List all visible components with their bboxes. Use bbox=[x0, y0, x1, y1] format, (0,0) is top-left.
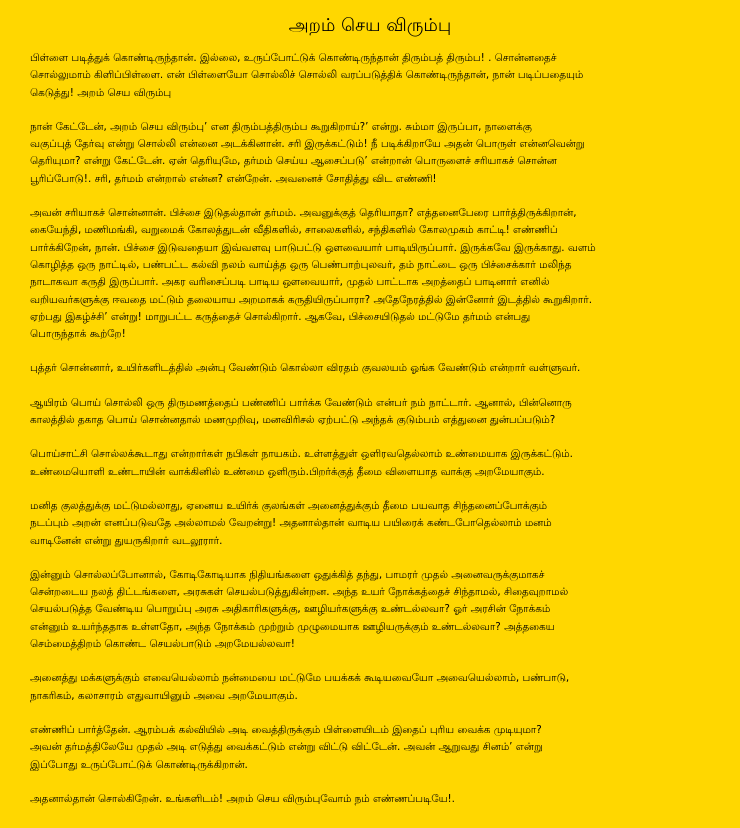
paragraph: எண்ணிப் பார்த்தேன். ஆரம்பக் கல்வியில் அடி வைத்திருக்கும் பிள்ளையிடம் இதைப் புரிய வைக்க முடியுமா? அவன் தர்மத்திலேயே முதல் அடி எடுத்து வைக்கட்டும் என்று விட்டு விட்டேன். அவன் ஆறுவது சினம்’ என்று இப்போது உருப்போட்டுக் கொண்டிருக்கிறான். bbox=[30, 723, 543, 771]
paragraph: நான் கேட்டேன், அறம் செய விரும்பு’ என திரும்பத்திரும்ப கூறுகிறாய்?’ என்று. சும்மா இருப்பா, நாளைக்கு வகுப்புத் தேர்வு என்று சொல்லி என்னை அடக்கினான். சரி இருக்கட்டும்! நீ படிக்கிறாயே அதன் பொருள் என்னவென்று தெரியுமா? என்று கேட்டேன். ஏன் தெரியுமே, தர்மம் செய்ய ஆசைப்படு’ என்றான் பொருளைச் சரியாகச் சொன்ன பூரிப்போடு!. சரி, தர்மம் என்றால் என்ன? என்றேன். அவனைச் சோதித்து விட எண்ணி! bbox=[30, 120, 585, 185]
paragraph: அதனால்தான் சொல்கிறேன். உங்களிடம்! அறம் செய விரும்புவோம் நம் எண்ணப்படியே!. bbox=[30, 792, 455, 805]
paragraph: அவன் சரியாகச் சொன்னான். பிச்சை இடுதல்தான் தர்மம். அவனுக்குத் தெரியாதா? எத்தனைபேரை பார்த்திருக்கிறான், கையேந்தி, மணிமங்கி, வறுமைக் கோலத்துடன் வீதிகளில், சாலைகளில், சந்திகளில் கோலமுகம் காட்டி! எண்ணிப் பார்க்கிறேன், நான். பிச்சை இடுவதையா இவ்வளவு பாடுபட்டு ஔவையார் பாடியிருப்பார். இருக்கவே இருக்காது. வளம் கொழித்த ஒரு நாட்டில், பண்பட்ட கல்வி நலம் வாய்த்த ஒரு பெண்பாற்புலவர், தம் நாட்டை ஒரு பிச்சைக்கார் மலிந்த நாடாகவா கருதி இருப்பார். அகர வரிசைப்படி பாடிய ஔவையார், முதல் பாட்டாக அறத்தைப் பாடினார் எனில் வறியவர்களுக்கு ஈவதை மட்டும் தலையாய அறமாகக் கருதியிருப்பாரா? அதேநேரத்தில் இன்னோர் இடத்தில் கூறுகிறார். ஏற்பது இகழ்ச்சி’ என்று! மாறுபட்ட கருத்தைச் சொல்கிறார். ஆகவே, பிச்சையிடுதல் மட்டுமே தர்மம் என்பது பொருந்தாக் கூற்றே! bbox=[30, 207, 596, 341]
paragraph: பிள்ளை படித்துக் கொண்டிருந்தான். இல்லை, உருப்போட்டுக் கொண்டிருந்தான் திரும்பத் திரும்ப! . சொன்னதைச் சொல்லுமாம் கிளிப்பிள்ளை. என் பிள்ளையோ சொல்லிச் சொல்லி வரப்படுத்திக் கொண்டிருந்தான், நான் படிப்பதையும் கெடுத்து! அறம் செய விரும்பு bbox=[30, 52, 584, 99]
paragraph: பொய்சாட்சி சொல்லக்கூடாது என்றார்கள் நபிகள் நாயகம். உள்ளத்துள் ஒளிரவதெல்லாம் உண்மையாக இருக்கட்டும். உண்மையொளி உண்டாயின் வாக்கினில் உண்மை ஒளிரும்.பிறர்க்குத் தீமை விளையாத வாக்கு அறமேயாகும். bbox=[30, 448, 573, 478]
page-title: அறம் செய விரும்பு bbox=[288, 15, 452, 36]
paragraph: அனைத்து மக்களுக்கும் எவையெல்லாம் நன்மையை மட்டுமே பயக்கக் கூடியவையோ அவையெல்லாம், பண்பாடு, நாகரிகம், கலாசாரம் எதுவாயினும் அவை அறமேயாகும். bbox=[30, 672, 570, 702]
paragraph: மனித குலத்துக்கு மட்டுமல்லாது, ஏனைய உயிர்க் குலங்கள் அனைத்துக்கும் தீமை பயவாத சிந்தனைப்போக்கும் நடப்பும் அறன் எனப்படுவதே அல்லாமல் வேறன்று! அதனால்தான் வாடிய பயிரைக் கண்டபோதெல்லாம் மனம் வாடினேன் என்று துயருகிறார் வடலூரார். bbox=[30, 499, 552, 547]
paragraph: இன்னும் சொல்லப்போனால், கோடிகோடியாக நிதியங்களை ஒதுக்கித் தந்து, பாமரர் முதல் அனைவருக்குமாகச் சென்றடைய நலத் திட்டங்களை, அரசுகள் செயல்படுத்துகின்றன. அந்த உயர் நோக்கத்தைச் சிந்தாமல், சிதைவுறாமல் செயல்படுத்த வேண்டிய பொறுப்பு அரசு அதிகாரிகளுக்கு, ஊழியர்களுக்கு உண்டல்லவா? ஓர் அரசின் நோக்கம் என்னும் உயர்ந்ததாக உள்ளதோ, அந்த நோக்கம் முற்றும் முழுமையாக ஊழியருக்கும் உண்டல்லவா? அத்தகைய செம்மைத்திறம் கொண்ட செயல்பாடும் அறமேயல்லவா! bbox=[30, 568, 569, 651]
paragraph: ஆயிரம் பொய் சொல்லி ஒரு திருமணத்தைப் பண்ணிப் பார்க்க வேண்டும் என்பர் நம் நாட்டார். ஆனால், பின்னொரு காலத்தில் தகாத பொய் சொன்னதால் மணமுறிவு, மனவிரிசல் ஏற்பட்டு அந்தக் குடும்பம் எத்துனை துன்பப்படும்? bbox=[30, 396, 572, 427]
paragraph: புத்தர் சொன்னார், உயிர்களிடத்தில் அன்பு வேண்டும் கொல்லா விரதம் குவலயம் ஓங்க வேண்டும் என்றார் வள்ளுவர். bbox=[30, 362, 581, 375]
